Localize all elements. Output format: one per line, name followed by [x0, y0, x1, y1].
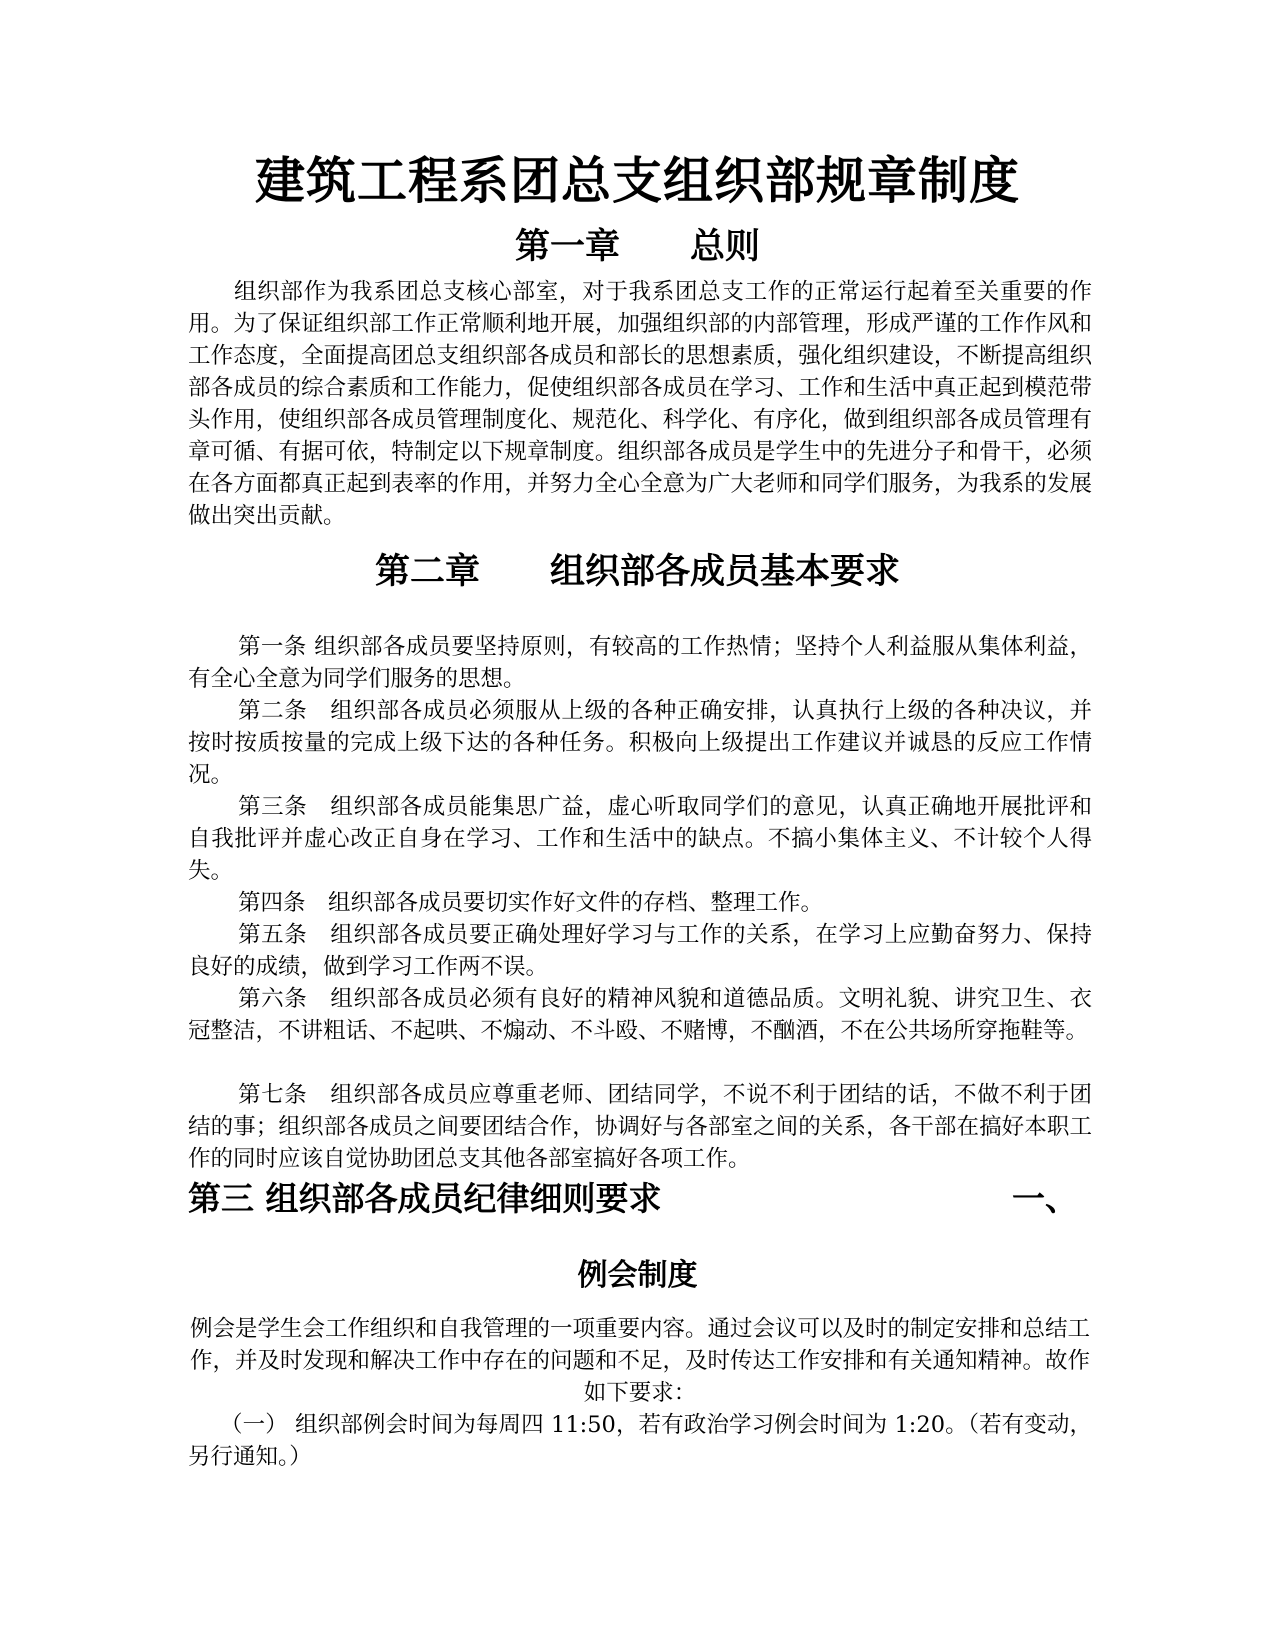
- meeting-intro-paragraph: 例会是学生会工作组织和自我管理的一项重要内容。通过会议可以及时的制定安排和总结工作，并及时发现和解决工作中存在的问题和不足，及时传达工作安排和有关通知精神。故作如下要求：: [189, 1316, 1090, 1406]
- chapter-2-heading: 第二章 组织部各成员基本要求: [374, 552, 900, 592]
- chapter-3-heading: 第三 组织部各成员纪律细则要求: [188, 1179, 662, 1218]
- document-title: 建筑工程系团总支组织部规章制度: [255, 152, 1020, 210]
- article-3: 第三条 组织部各成员能集思广益，虚心听取同学们的意见，认真正确地开展批评和自我批评并虚心改正自身在学习、工作和生活中的缺点。不搞小集体主义、不计较个人得失。: [188, 794, 1092, 884]
- article-4: 第四条 组织部各成员要切实作好文件的存档、整理工作。: [238, 890, 824, 916]
- chapter-1-heading: 第一章 总则: [514, 227, 760, 267]
- section-title: 例会制度: [577, 1258, 698, 1293]
- meeting-rule-item-1: （一） 组织部例会时间为每周四 11:50，若有政治学习例会时间为 1:20。（若有变动，另行通知。）: [188, 1412, 1092, 1470]
- chapter-1-paragraph: 组织部作为我系团总支核心部室，对于我系团总支工作的正常运行起着至关重要的作用。为了保证组织部工作正常顺利地开展，加强组织部的内部管理，形成严谨的工作作风和工作态度，全面提高团总支组织部各成员和部长的思想素质，强化组织建设，不断提高组织部各成员的综合素质和工作能力，促使组织部各成员在学习、工作和生活中真正起到模范带头作用，使组织部各成员管理制度化、规范化、科学化、有序化，做到组织部各成员管理有章可循、有据可依，特制定以下规章制度。组织部各成员是学生中的先进分子和骨干，必须在各方面都真正起到表率的作用，并努力全心全意为广大老师和同学们服务，为我系的发展做出突出贡献。: [188, 279, 1092, 529]
- article-2: 第二条 组织部各成员必须服从上级的各种正确安排，认真执行上级的各种决议，并按时按质按量的完成上级下达的各种任务。积极向上级提出工作建议并诚恳的反应工作情况。: [188, 698, 1092, 788]
- article-6: 第六条 组织部各成员必须有良好的精神风貌和道德品质。文明礼貌、讲究卫生、衣冠整洁，不讲粗话、不起哄、不煽动、不斗殴、不赌博，不酗酒，不在公共场所穿拖鞋等。: [188, 986, 1092, 1044]
- chapter-3-heading-row: [188, 1176, 1078, 1222]
- article-1: 第一条 组织部各成员要坚持原则，有较高的工作热情；坚持个人利益服从集体利益，有全心全意为同学们服务的思想。: [188, 634, 1092, 692]
- article-5: 第五条 组织部各成员要正确处理好学习与工作的关系，在学习上应勤奋努力、保持良好的成绩，做到学习工作两不误。: [188, 922, 1092, 980]
- article-7: 第七条 组织部各成员应尊重老师、团结同学，不说不利于团结的话，不做不利于团结的事；组织部各成员之间要团结合作，协调好与各部室之间的关系，各干部在搞好本职工作的同时应该自觉协助团总支其他各部室搞好各项工作。: [188, 1082, 1092, 1172]
- section-number: 一、: [1012, 1179, 1078, 1218]
